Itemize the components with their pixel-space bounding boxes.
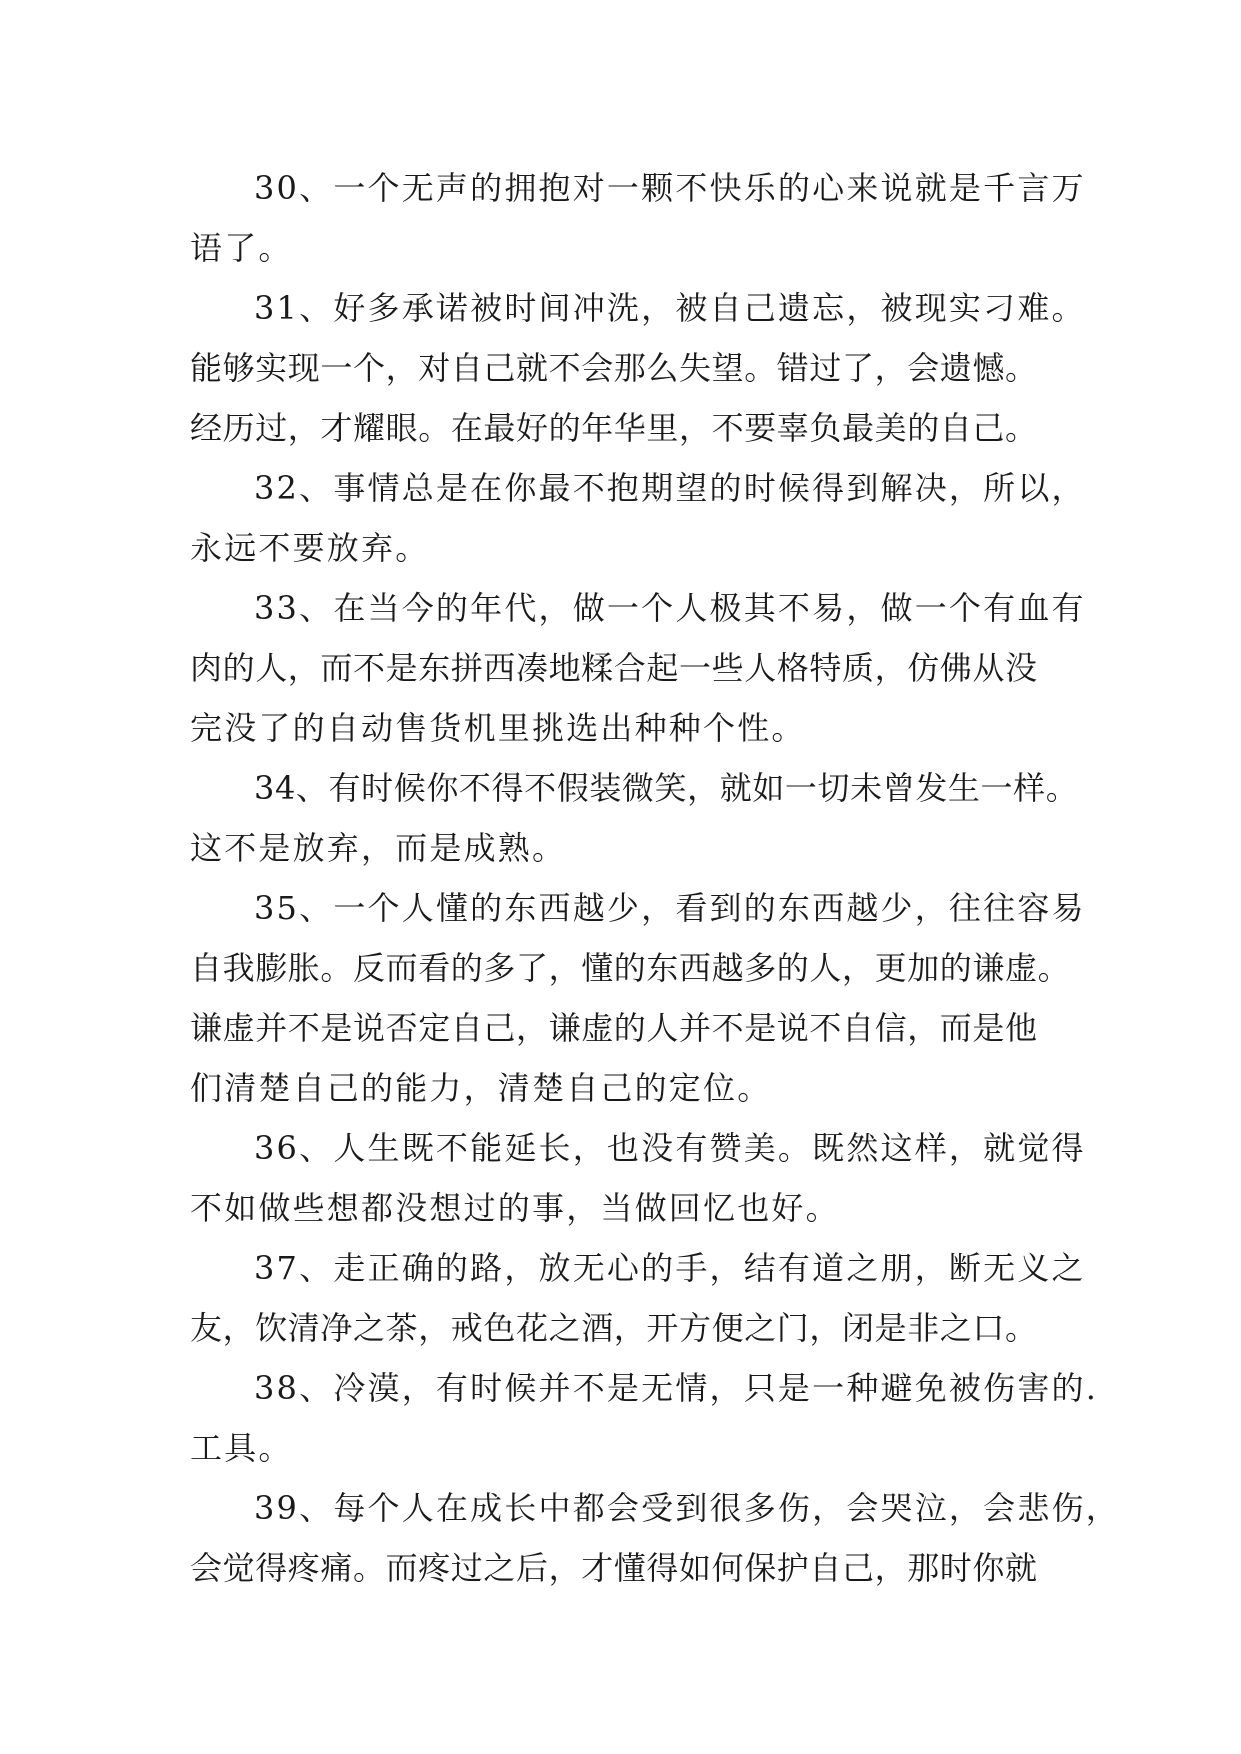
- paragraph-line: 31、好多承诺被时间冲洗，被自己遗忘，被现实刁难。: [254, 289, 1086, 327]
- paragraph-line: 35、一个人懂的东西越少，看到的东西越少，往往容易: [254, 889, 1086, 927]
- paragraph-line: 36、人生既不能延长，也没有赞美。既然这样，就觉得: [254, 1129, 1086, 1167]
- paragraph-line: 这不是放弃，而是成熟。: [190, 829, 567, 867]
- paragraph-line: 肉的人，而不是东拼西凑地糅合起一些人格特质，仿佛从没: [190, 649, 1038, 687]
- paragraph-line: 34、有时候你不得不假装微笑，就如一切未曾发生一样。: [254, 769, 1079, 807]
- paragraph-line: 不如做些想都没想过的事，当做回忆也好。: [190, 1189, 840, 1227]
- paragraph-line: 经历过，才耀眼。在最好的年华里，不要辜负最美的自己。: [190, 409, 1038, 447]
- paragraph-line: 工具。: [190, 1429, 293, 1467]
- paragraph-line: 完没了的自动售货机里挑选出种种个性。: [190, 709, 806, 747]
- paragraph-line: 友，饮清净之茶，戒色花之酒，开方便之门，闭是非之口。: [190, 1309, 1038, 1347]
- document-body: [190, 158, 1120, 1598]
- paragraph-line: 30、一个无声的拥抱对一颗不快乐的心来说就是千言万: [254, 169, 1086, 207]
- paragraph-line: 39、每个人在成长中都会受到很多伤，会哭泣，会悲伤，: [254, 1489, 1120, 1527]
- paragraph-line: 33、在当今的年代，做一个人极其不易，做一个有血有: [254, 589, 1086, 627]
- paragraph-line: 们清楚自己的能力，清楚自己的定位。: [190, 1069, 772, 1107]
- paragraph-line: 谦虚并不是说否定自己，谦虚的人并不是说不自信，而是他: [190, 1009, 1038, 1047]
- paragraph-34: [190, 758, 1079, 878]
- paragraph-33: [190, 578, 1086, 758]
- paragraph-39: [190, 1478, 1120, 1598]
- paragraph-line: 能够实现一个，对自己就不会那么失望。错过了，会遗憾。: [190, 349, 1038, 387]
- paragraph-32: [190, 458, 1086, 578]
- paragraph-line: 37、走正确的路，放无心的手，结有道之朋，断无义之: [254, 1249, 1086, 1287]
- paragraph-line: 自我膨胀。反而看的多了，懂的东西越多的人，更加的谦虚。: [190, 949, 1071, 987]
- paragraph-line: 语了。: [190, 229, 293, 267]
- paragraph-line: 32、事情总是在你最不抱期望的时候得到解决，所以，: [254, 469, 1086, 507]
- paragraph-30: [190, 158, 1086, 278]
- paragraph-35: [190, 878, 1086, 1118]
- paragraph-36: [190, 1118, 1086, 1238]
- paragraph-31: [190, 278, 1086, 458]
- paragraph-37: [190, 1238, 1086, 1358]
- paragraph-38: [190, 1358, 1099, 1478]
- paragraph-line: 38、冷漠，有时候并不是无情，只是一种避免被伤害的.: [254, 1369, 1099, 1407]
- paragraph-line: 会觉得疼痛。而疼过之后，才懂得如何保护自己，那时你就: [190, 1549, 1038, 1587]
- paragraph-line: 永远不要放弃。: [190, 529, 430, 567]
